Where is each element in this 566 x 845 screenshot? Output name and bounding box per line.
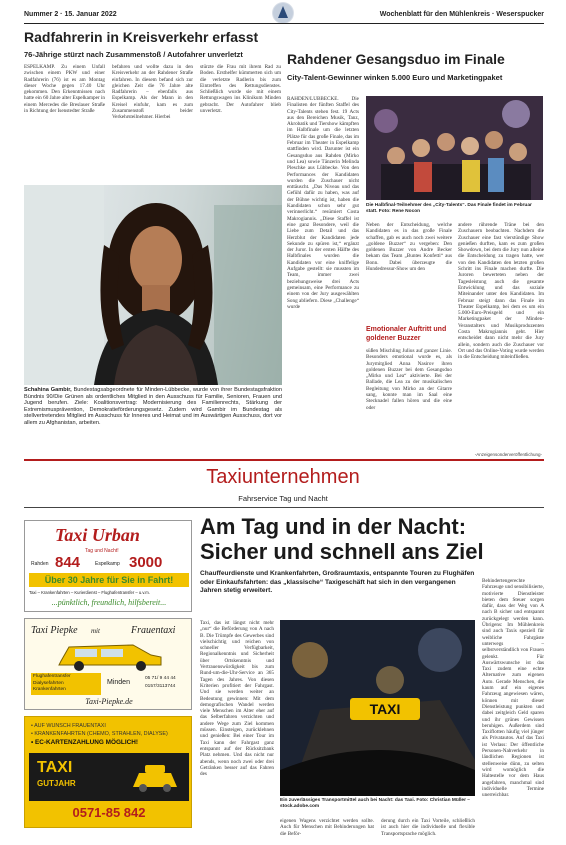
article2-subtitle: City-Talent-Gewinner winken 5.000 Euro und Marketingpaket — [287, 73, 503, 82]
piepke-mit: mit — [91, 627, 100, 635]
piepke-frauentaxi: Frauentaxi — [131, 625, 176, 636]
piepke-service-3: Krankenfahrten — [33, 687, 66, 693]
gutjahr-name: GUTJAHR — [37, 779, 76, 788]
portrait-caption-name: Schahina Gambir, — [24, 387, 72, 393]
gutjahr-line-1: • AUF WUNSCH FRAUENTAXI — [31, 723, 106, 729]
taxi-car-icon — [55, 637, 165, 671]
article2-col1: RAHDEN/LÜBBECKE. Die Finalisten der fünften Staffel des City-Talents stehen fest. 19 Acts aus den Bereichen Musik, Tanz, Akrobatik und Tiershow kämpften im Halbfinale um die letzten Plätze für das große Finale, das im Februar im Theater in Espelkamp stattfinden wird. Darunter ist ein Gesangsduo aus Rahden (Mirko und Lea) sowie Tänzerin Melinda Pleschke aus Lübbecke. Von den Performances der Kandidaten wurden die Zuschauer nicht enttäuscht. „Das Niveau und das Gefühl dafür zu haben, was auf der Bühne wichtig ist, haben die Kandidaten schon sehr gut verinnerlicht.“ resümiert Costa Makrogiannis. „Diese Staffel ist eine ganz Besondere, weil die Liebe zum Detail und das Herzblut der Kandidaten jede Sekunde zu spüren ist,“ ergänzt der Juror. In der ersten Hälfte des Halbfinales wurden die Kandidaten vor eine kniffelige Aufgabe gestellt: sie mussten im Team, immer zwei beziehungsweise drei Acts gemeinsam, eine Performance zu einem von der Jury ausgewählten Song abliefern. Diese „Challenge“ wurde — [287, 96, 359, 310]
piepke-services — [31, 673, 101, 695]
taxi-headline — [200, 514, 546, 564]
piepke-service-2: Dialysefahrten — [33, 680, 64, 686]
urban-rahden-label: Rahden — [31, 561, 49, 567]
taxi-lead: Chauffeurdienste und Krankenfahrten, Großraumtaxis, entspannte Touren zu Flughäfen oder Einkaufsfahrten: das „klassische“ Taxigeschäft hat sich in den vergangenen Jahren stetig erweitert. — [200, 570, 475, 595]
article1-subtitle: 76-Jährige stürzt nach Zusammenstoß / Autofahrer unverletzt — [24, 50, 243, 59]
gutjahr-line-3: • EC-KARTENZAHLUNG MÖGLICH! — [31, 739, 138, 746]
piepke-phone-2: 0157/3113744 — [145, 684, 176, 689]
article2-col2-subhead: Emotionaler Auftritt und goldener Buzzer — [366, 326, 447, 342]
taxi-col4: Behindertengerechte Fahrzeuge und sensibilisierte, motivierte Dienstleister bieten dem Steuer sorgen dafür, dass der Weg von A nach B sicher und entspannt zurückgelegt werden kann. Übrigens: Im Mühlenkreis sind auch Taxis speziell für weibliche Fahrgäste unterwegs – selbstverständlich von Frauen gelenkt. Für Auswärtswunsche ist das Taxi zudem eine echte Alternative zum eigenen Auto. Gerade Menschen, die kaum auf ein eigenes Fahrzeug angewiesen wären, können mit dieser Dienstleistung punkten und dabei zeitgleich Geld sparen und ihr grünes Gewissen beruhigen. Außerdem sind Taxiflotten häufig viel jünger als Privatautos. Auf das Taxi ist Verlass: Der öffentliche Personen-Nahverkehr in ländlichen Regionen ist stellenweise dünn, zu selten wird womöglich die Haltestelle vor dem Haus angefahren, manchmal sind individuelle Termine unerreichbar. — [482, 578, 544, 799]
header-rule — [24, 23, 544, 24]
article1-title: Radfahrerin in Kreisverkehr erfasst — [24, 29, 259, 45]
article1-col2: befahren und wollte dazu in den Kreisverkehr an der Rahdener Straße einfahren. In diesem befand sich zur gleichen Zeit die 76 Jahre alte Radfahrerin – ebenfalls aus Espelkamp. Als der Mann in den Kreisel einfuhr, kam es zum Zusammenstoß beider Verkehrsteilnehmer. Hierbei — [112, 64, 193, 121]
gutjahr-brand: TAXI — [37, 759, 73, 776]
gutjahr-phone[interactable]: 0571-85 842 — [72, 805, 146, 820]
article1-col3: stürzte die Frau mit ihrem Rad zu Boden. Ersthelfer kümmerten sich um die verletzte Radlerin bis zum Eintreffen des Rettungsdienstes. Schließlich wurde sie mit einem Rettungswagen ins Klinikum Minden gebracht. Der Autofahrer blieb unverletzt. — [200, 64, 281, 115]
taxi-top-rule — [24, 507, 544, 508]
paper-name: Wochenblatt für den Mühlenkreis · Weserspucker — [379, 11, 544, 18]
article2-title: Rahdener Gesangsduo im Finale — [287, 51, 505, 67]
portrait-photo — [24, 185, 282, 385]
article2-photo-caption: Die Halbfinal-Teilnehmer des „City-Talents“. Das Finale findet im Februar statt. Foto: Rene Nocon — [366, 203, 532, 214]
piepke-web[interactable]: Taxi-Piepke.de — [85, 697, 133, 706]
piepke-service-1: Flughafentransfer — [33, 674, 71, 679]
taxi-col1: Taxi, das ist längst nicht mehr „nur“ die Beförderung von A nach B. Die Trümpfe des Gewerbes sind vielschichtig und reichen von schneller Verfügbarkeit, Regionalkenntnis und Sicherheit über Ortskenntnis und Vertrauenswürdigkeit bis zum Rund-um-die-Uhr-Service an 365 Tagen des Jahres. Von diesen Kriterien profitiert der Fahrgast. Und sie werden weiter an Bedeutung gewinnen: Mit dem demografischen Wandel werden viele Menschen im Alter eher auf das Selberfahren verzichten und andere Wege zum Ziel kommen müssen. Einsteigen, zurücklehnen und genießen: Bei einer Tour im Taxi kann der Fahrgast ganz entspannt auf der Rücksitzbank Platz nehmen. Und das nicht nur abends, wenn noch zwei oder drei Getränken besser auf das Fahren des — [200, 620, 274, 778]
urban-brand: Taxi Urban — [55, 525, 140, 545]
ad-taxi-gutjahr[interactable] — [24, 716, 192, 828]
urban-rahden-number: 844 — [55, 554, 81, 571]
article1-col1: ESPELKAMP. Zu einem Unfall zwischen einem PKW und einer Radfahrerin (76) ist es am Montag dieser Woche gegen 17.40 Uhr gekommen. Den Erkenntnissen nach hatte ein 60 Jahre alter Espelkamper in einem Mercedes die Breslauer Straße in Richtung der Isenstedter Straße — [24, 64, 105, 115]
piepke-phone-1: 05 71/ 9 44 44 — [145, 676, 176, 681]
gutjahr-logo — [29, 753, 189, 801]
taxi-photo — [280, 620, 475, 796]
article2-col2b: süßen Mischling Julius auf ganzer Linie. Besonders emotional wurde es, als Jurymitglied Anna Nasirov ihren goldenen Buzzer bei dem Gesangsduo „Mirko und Lea“ aktivierte. Bei der Ballade, die Lea zu der musikalischen Begleitung von Mirko an der Gitarre sang, konnte man im Saal eine Stecknadel fallen hören und die eine oder — [366, 348, 452, 411]
portrait-caption-text: Bundestagsabgeordnete für Minden-Lübbecke, wurde von ihrer Bundestagsfraktion Bündnis 90/Die Grünen als ordentliches Mitglied in den Ausschuss für Familie, Senioren, Frauen und Jugend berufen. Ziele: Koalitionsvertrag: Modernisierung des Familienrechts, Stärkung der Extremismusprävention, Demokratieförderungsgesetz. Zudem wird Gambir im Bundestag als stellvertretendes Mitglied im Ausschuss für Inneres und Heimat und im Auswärtigen Ausschuss, dort vor allem zu Afghanistan, arbeiten. — [24, 387, 282, 426]
taxi-headline-line2: Sicher und schnell ans Ziel — [200, 539, 484, 564]
taxi-photo-caption: Ein zuverlässiges Transportmittel auch bei Nacht: das Taxi. Foto: Christian Müller – stock.adobe.com — [280, 798, 470, 809]
issue-label: Nummer 2 · 15. Januar 2022 — [24, 11, 117, 18]
urban-banner: Über 30 Jahre für Sie in Fahrt! — [29, 573, 189, 587]
ad-taxi-urban[interactable] — [24, 520, 192, 612]
svg-text:TAXI: TAXI — [369, 701, 401, 717]
portrait-caption — [24, 387, 282, 427]
taxi-col3: derung durch ein Taxi Vorteile, schließlich ist auch hier die individuelle und flexible Transportsprache möglich. — [381, 818, 475, 837]
taxi-headline-line1: Am Tag und in der Nacht: — [200, 514, 467, 539]
urban-slogan: ...pünktlich, freundlich, hilfsbereit... — [51, 598, 167, 607]
piepke-city: Minden — [107, 679, 130, 686]
taxi-sign-icon — [129, 761, 181, 793]
piepke-brand: Taxi Piepke — [31, 625, 78, 636]
ad-note: -Anzeigensonderveröffentlichung- — [474, 452, 542, 457]
urban-services: Taxi – Krankenfahrten – Kurierdienst – Flughafentransfer – u.v.m. — [29, 590, 150, 595]
article2-col3: andere rührende Träne bei den Zuschauern beobachten. Nachdem die Zuschauer eine fast vierstündige Show genießen durften, kam es zum großen Showdown, bei dem die Jury nun alleine die Entscheidung zu tragen hatte, wer von den Kandidaten den letzten großen Schritt ins Finale machen durfte. Die Juroren bewerteten neben der Tagesleistung auch die gesamte Entwicklung und das soziale Miteinander unter den Kandidaten. Im Februar steigt dann das Finale im Theater Espelkamp, bei dem es um ein 5.000-Euro-Preisgeld und ein Marketingpaket der Minden-Veranstalters und Musikproduzenten Costa Makrogiannis geht. Hier entscheidet dann nicht mehr die Jury allein, sondern auch die Zuschauer vor Ort und das Online-Voting wurde werden in die Entscheidung miteinfließen. — [458, 222, 544, 361]
urban-espel-label: Espelkamp — [95, 561, 120, 567]
taxi-kicker-sub: Fahrservice Tag und Nacht — [238, 494, 328, 503]
taxi-col2: eigenen Wagens verzichtet werden sollte. Auch für Menschen mit Behinderungen hat die Beför- — [280, 818, 374, 837]
ad-taxi-piepke[interactable] — [24, 618, 192, 710]
logo-icon — [272, 2, 294, 24]
article2-col2a: Neben der Entscheidung, welche Kandidaten es in das große Finale schaffen, gab es auch noch zwei weitere „goldene Buzzer“ zu vergeben: Den goldenen Buzzer von Andre Becker bekam das Team „Buntes Konfetti“ aus Bonn. Dabei überzeugte die Hundedressur-Show um den — [366, 222, 452, 273]
gutjahr-line-2: • KRANKENFAHRTEN (CHEMO, STRAHLEN, DIALYSE) — [31, 731, 168, 737]
section-rule — [24, 459, 544, 461]
urban-tag: Tag und Nacht! — [85, 548, 119, 554]
article2-photo — [366, 96, 543, 200]
urban-espel-number: 3000 — [129, 554, 163, 571]
taxi-kicker: Taxiunternehmen — [206, 466, 360, 488]
